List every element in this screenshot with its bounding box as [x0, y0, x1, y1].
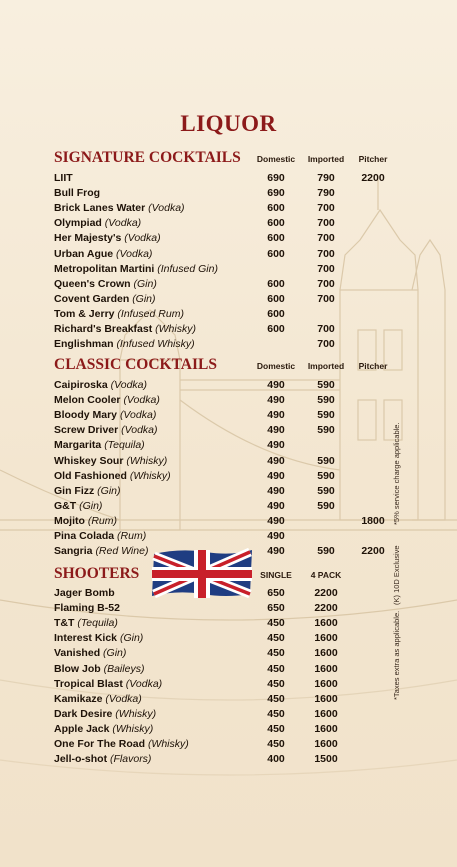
price-value: 600	[267, 292, 285, 305]
column-head-pitcher: Pitcher	[358, 361, 388, 371]
menu-item-name	[54, 308, 184, 320]
shooters-heading: SHOOTERS	[54, 565, 140, 582]
menu-item-row	[0, 500, 457, 515]
drink-base-spirit: (Flavors)	[110, 753, 152, 766]
drink-name: Gin Fizz	[54, 484, 95, 497]
drink-base-spirit: (Whisky)	[147, 738, 189, 750]
drink-base-spirit: (Vodka)	[123, 394, 160, 407]
menu-item-row	[0, 515, 457, 530]
price-value: 590	[317, 469, 335, 482]
price-value: 590	[317, 424, 335, 437]
price-value: 600	[267, 202, 285, 215]
brand-note: (K) 10D Exclusive	[392, 545, 401, 605]
price-value: 450	[267, 692, 285, 705]
drink-name: LIIT	[54, 172, 73, 184]
drink-base-spirit: (Gin)	[97, 484, 121, 497]
drink-base-spirit: (Infused Rum)	[117, 307, 184, 320]
drink-base-spirit: (Whisky)	[112, 722, 154, 735]
drink-base-spirit: (Whisky)	[155, 323, 196, 335]
menu-item-row	[0, 338, 457, 353]
menu-item-row	[0, 263, 457, 278]
menu-item-row	[0, 647, 457, 662]
price-value: 2200	[361, 172, 385, 184]
drink-base-spirit: (Infused Whisky)	[116, 338, 195, 351]
price-value: 700	[317, 247, 335, 260]
price-value: 1600	[314, 662, 338, 675]
drink-name: Melon Cooler	[54, 394, 121, 407]
drink-name: Flaming B-52	[54, 602, 120, 615]
menu-item-row	[0, 455, 457, 470]
column-head-4-pack: 4 PACK	[310, 570, 342, 580]
price-value: 450	[267, 738, 285, 750]
drink-base-spirit: (Tequila)	[77, 617, 118, 630]
menu-item-name	[54, 187, 100, 199]
price-value: 700	[317, 323, 335, 335]
taxes-note: *Taxes extra as applicable.	[392, 610, 401, 700]
drink-base-spirit: (Rum)	[117, 530, 147, 542]
price-value: 1600	[314, 738, 338, 750]
menu-item-name	[54, 470, 171, 482]
menu-item-row	[0, 293, 457, 308]
price-value: 2200	[314, 587, 338, 599]
price-value: 490	[267, 545, 285, 558]
menu-item-name	[54, 409, 156, 421]
price-value: 450	[267, 707, 285, 720]
menu-item-name	[54, 248, 152, 260]
price-value: 600	[267, 217, 285, 230]
service-charge-note: *5% service charge applicable.	[392, 422, 401, 525]
menu-item-row	[0, 470, 457, 485]
price-value: 700	[317, 338, 335, 351]
drink-name: Covent Garden	[54, 292, 130, 305]
menu-item-name	[54, 602, 120, 614]
price-value: 400	[267, 753, 285, 766]
drink-name: Blow Job	[54, 662, 101, 675]
drink-base-spirit: (Tequila)	[104, 439, 145, 452]
drink-base-spirit: (Vodka)	[124, 232, 161, 245]
drink-base-spirit: (Vodka)	[121, 424, 158, 437]
price-value: 450	[267, 632, 285, 645]
price-value: 490	[267, 469, 285, 482]
menu-item-name	[54, 379, 147, 391]
menu-item-name	[54, 424, 158, 436]
price-value: 1600	[314, 707, 338, 720]
menu-item-name	[54, 708, 156, 720]
menu-item-name	[54, 738, 189, 750]
price-value: 2200	[361, 545, 385, 558]
price-value: 700	[317, 217, 335, 230]
price-value: 490	[267, 530, 285, 542]
drink-base-spirit: (Vodka)	[105, 692, 142, 705]
drink-name: One For The Road	[54, 738, 146, 750]
menu-item-row	[0, 738, 457, 753]
drink-name: Richard's Breakfast	[54, 323, 153, 335]
drink-name: Mojito	[54, 514, 85, 527]
price-value: 590	[317, 484, 335, 497]
drink-name: Tropical Blast	[54, 677, 123, 690]
menu-item-row	[0, 663, 457, 678]
price-value: 2200	[314, 602, 338, 615]
drink-base-spirit: (Vodka)	[125, 677, 163, 690]
drink-base-spirit: (Rum)	[87, 514, 117, 527]
drink-base-spirit: (Red Wine)	[95, 545, 149, 558]
price-value: 1600	[314, 692, 338, 705]
drink-base-spirit: (Vodka)	[104, 217, 142, 230]
price-value: 590	[317, 545, 335, 558]
price-value: 790	[317, 187, 335, 200]
drink-name: Bull Frog	[54, 187, 101, 200]
page-title: LIQUOR	[180, 111, 277, 136]
menu-item-name	[54, 172, 73, 184]
menu-item-name	[54, 439, 145, 451]
menu-item-row	[0, 278, 457, 293]
column-head-imported: Imported	[307, 154, 345, 164]
menu-item-row	[0, 723, 457, 738]
price-value: 590	[317, 379, 335, 391]
price-value: 490	[267, 424, 285, 437]
menu-item-row	[0, 202, 457, 217]
price-value: 690	[267, 187, 285, 200]
price-value: 1800	[361, 514, 385, 527]
price-value: 490	[267, 394, 285, 407]
drink-base-spirit: (Whisky)	[129, 469, 171, 482]
price-value: 490	[267, 409, 285, 422]
drink-name: Kamikaze	[54, 692, 103, 705]
menu-item-row	[0, 308, 457, 323]
menu-item-row	[0, 394, 457, 409]
price-value: 600	[267, 247, 285, 260]
drink-base-spirit: (Gin)	[79, 499, 103, 512]
menu-item-row	[0, 530, 457, 545]
menu-item-name	[54, 753, 151, 765]
menu-item-name	[54, 723, 153, 735]
menu-item-name	[54, 217, 141, 229]
drink-base-spirit: (Vodka)	[148, 202, 185, 215]
menu-item-row	[0, 424, 457, 439]
menu-item-row	[0, 248, 457, 263]
drink-name: G&T	[54, 499, 77, 512]
drink-base-spirit: (Vodka)	[119, 409, 157, 422]
price-value: 450	[267, 722, 285, 735]
drink-base-spirit: (Vodka)	[116, 247, 153, 260]
menu-item-row	[0, 172, 457, 187]
column-head-domestic: Domestic	[256, 361, 296, 371]
menu-item-name	[54, 323, 196, 335]
column-head-single: SINGLE	[260, 570, 292, 580]
price-value: 1500	[314, 753, 338, 766]
price-value: 790	[317, 172, 335, 184]
drink-name: Pina Colada	[54, 530, 115, 542]
drink-name: Caipiroska	[54, 379, 108, 391]
price-value: 700	[317, 232, 335, 245]
drink-base-spirit: (Gin)	[133, 277, 157, 290]
drink-name: Margarita	[54, 439, 102, 452]
drink-base-spirit: (Whisky)	[115, 707, 157, 720]
drink-name: Brick Lanes Water	[54, 202, 146, 215]
menu-item-name	[54, 515, 117, 527]
drink-name: Dark Desire	[54, 707, 113, 720]
price-value: 490	[267, 484, 285, 497]
drink-name: T&T	[54, 617, 75, 630]
menu-item-name	[54, 232, 161, 244]
menu-item-name	[54, 394, 160, 406]
price-value: 600	[267, 277, 285, 290]
drink-name: Urban Ague	[54, 247, 114, 260]
menu-item-row	[0, 439, 457, 454]
drink-name: Bloody Mary	[54, 409, 118, 422]
menu-item-name	[54, 647, 126, 659]
price-value: 450	[267, 617, 285, 630]
price-value: 650	[267, 602, 285, 615]
menu-item-name	[54, 455, 167, 467]
drink-name: Jell-o-shot	[54, 753, 108, 766]
price-value: 650	[267, 587, 285, 599]
menu-item-row	[0, 632, 457, 647]
menu-item-row	[0, 379, 457, 394]
price-value: 490	[267, 514, 285, 527]
price-value: 590	[317, 454, 335, 467]
price-value: 1600	[314, 617, 338, 630]
menu-item-name	[54, 693, 142, 705]
drink-name: Olympiad	[54, 217, 102, 230]
drink-base-spirit: (Infused Gin)	[157, 262, 218, 275]
column-head-domestic: Domestic	[256, 154, 296, 164]
price-value: 1600	[314, 647, 338, 660]
price-value: 490	[267, 439, 285, 452]
menu-item-row	[0, 232, 457, 247]
menu-item-name	[54, 485, 121, 497]
drink-base-spirit: (Whisky)	[126, 454, 168, 467]
menu-item-name	[54, 500, 102, 512]
drink-name: Englishman	[54, 338, 114, 351]
drink-base-spirit: (Vodka)	[110, 379, 148, 391]
price-value: 700	[317, 292, 335, 305]
column-head-imported: Imported	[307, 361, 345, 371]
menu-item-name	[54, 663, 144, 675]
drink-name: Old Fashioned	[54, 469, 127, 482]
price-value: 700	[317, 277, 335, 290]
drink-name: Interest Kick	[54, 632, 118, 645]
price-value: 1600	[314, 632, 338, 645]
menu-item-row	[0, 617, 457, 632]
drink-name: Apple Jack	[54, 722, 110, 735]
menu-item-name	[54, 338, 195, 350]
price-value: 490	[267, 454, 285, 467]
menu-item-name	[54, 587, 115, 599]
menu-item-name	[54, 617, 118, 629]
menu-item-row	[0, 409, 457, 424]
menu-item-name	[54, 202, 185, 214]
price-value: 450	[267, 677, 285, 690]
classic-cocktails-heading: CLASSIC COCKTAILS	[54, 356, 217, 373]
menu-item-row	[0, 693, 457, 708]
price-value: 590	[317, 394, 335, 407]
menu-item-name	[54, 530, 146, 542]
price-value: 590	[317, 409, 335, 422]
menu-item-name	[54, 263, 218, 275]
drink-name: Jager Bomb	[54, 587, 115, 599]
price-value: 1600	[314, 722, 338, 735]
price-value: 700	[317, 262, 335, 275]
price-value: 450	[267, 647, 285, 660]
drink-name: Tom & Jerry	[54, 307, 115, 320]
drink-name: Her Majesty's	[54, 232, 122, 245]
menu-item-name	[54, 293, 156, 305]
drink-name: Screw Driver	[54, 424, 119, 437]
menu-item-row	[0, 323, 457, 338]
menu-item-row	[0, 187, 457, 202]
menu-item-name	[54, 678, 162, 690]
drink-base-spirit: (Gin)	[132, 292, 156, 305]
price-value: 490	[267, 499, 285, 512]
union-jack-flag-icon	[150, 548, 256, 600]
menu-item-row	[0, 708, 457, 723]
drink-base-spirit: (Gin)	[119, 632, 144, 645]
price-value: 600	[267, 307, 285, 320]
drink-base-spirit: (Gin)	[103, 647, 127, 660]
drink-name: Sangria	[54, 545, 93, 558]
price-value: 590	[317, 499, 335, 512]
menu-item-row	[0, 678, 457, 693]
price-value: 1600	[314, 677, 338, 690]
drink-name: Queen's Crown	[54, 277, 131, 290]
menu-item-row	[0, 602, 457, 617]
signature-cocktails-heading: SIGNATURE COCKTAILS	[54, 149, 241, 166]
drink-name: Vanished	[54, 647, 101, 660]
drink-base-spirit: (Baileys)	[103, 662, 145, 675]
menu-item-name	[54, 632, 143, 644]
menu-item-row	[0, 217, 457, 232]
price-value: 600	[267, 232, 285, 245]
menu-item-name	[54, 545, 148, 557]
drink-name: Metropolitan Martini	[54, 262, 155, 275]
menu-item-row	[0, 485, 457, 500]
menu-item-name	[54, 278, 157, 290]
menu-item-row	[0, 753, 457, 768]
price-value: 450	[267, 662, 285, 675]
price-value: 690	[267, 172, 285, 184]
column-head-pitcher: Pitcher	[358, 154, 388, 164]
price-value: 700	[317, 202, 335, 215]
price-value: 600	[267, 323, 285, 335]
price-value: 490	[267, 379, 285, 391]
drink-name: Whiskey Sour	[54, 454, 124, 467]
